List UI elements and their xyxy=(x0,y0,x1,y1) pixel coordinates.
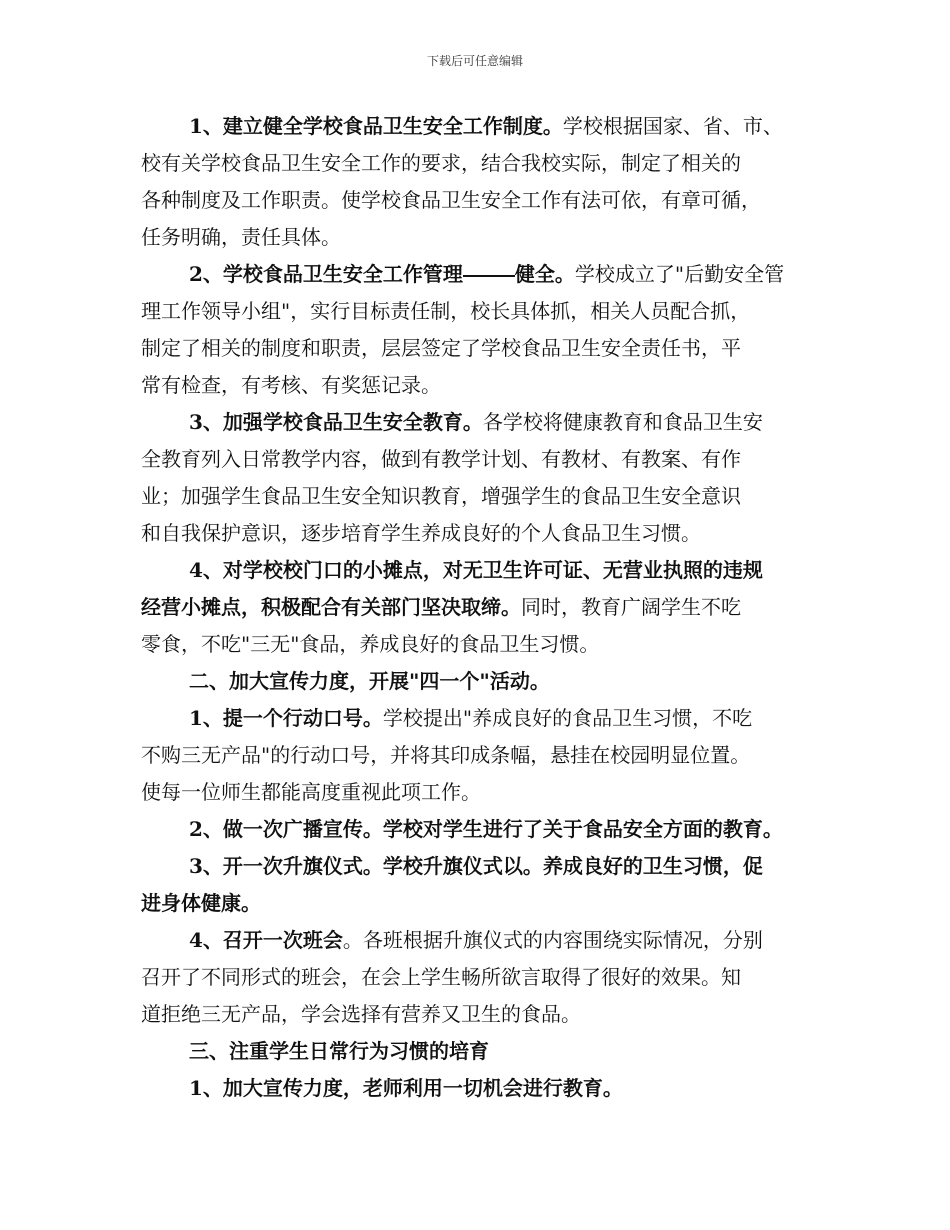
bold-text: 3、开一次升旗仪式。学校升旗仪式以。养成良好的卫生习惯，促 xyxy=(189,854,763,878)
paragraph xyxy=(141,256,831,404)
bold-text: 2、做一次广播宣传。学校对学生进行了关于食品安全方面的教育。 xyxy=(189,817,783,841)
text-run: 和自我保护意识，逐步培育学生养成良好的个人食品卫生习惯。 xyxy=(141,521,701,545)
text-run: 零食，不吃"三无"食品，养成良好的食品卫生习惯。 xyxy=(141,632,600,656)
bold-text: 3、加强学校食品卫生安全教育。 xyxy=(189,410,483,434)
text-run: 业；加强学生食品卫生安全知识教育，增强学生的食品卫生安全意识 xyxy=(141,484,741,508)
text-line xyxy=(141,330,831,367)
page-header: 下载后可任意编辑 xyxy=(426,54,523,68)
text-line xyxy=(141,811,831,848)
text-run: 各学校将健康教育和食品卫生安 xyxy=(482,410,763,434)
text-line xyxy=(141,182,831,219)
bold-text: 2、学校食品卫生安全工作管理 xyxy=(189,262,463,286)
text-run: 学校根据国家、省、市、 xyxy=(562,114,783,138)
text-line xyxy=(141,848,831,885)
paragraph xyxy=(141,700,831,811)
paragraph xyxy=(141,663,831,700)
text-line xyxy=(141,293,831,330)
text-line xyxy=(141,441,831,478)
text-run: 制定了相关的制度和职责，层层签定了学校食品卫生安全责任书，平 xyxy=(141,336,741,360)
text-line xyxy=(141,1033,831,1070)
text-run: 学校成立了"后勤安全管 xyxy=(574,262,785,286)
text-run: 各种制度及工作职责。使学校食品卫生安全工作有法可依，有章可循， xyxy=(141,188,761,212)
text-line xyxy=(141,737,831,774)
text-run: 道拒绝三无产品，学会选择有营养又卫生的食品。 xyxy=(141,1002,581,1026)
text-line xyxy=(141,552,831,589)
text-line xyxy=(141,367,831,404)
text-line xyxy=(141,885,831,922)
text-run: 常有检查，有考核、有奖惩记录。 xyxy=(141,373,441,397)
paragraph xyxy=(141,922,831,1033)
text-line xyxy=(141,959,831,996)
text-line xyxy=(141,996,831,1033)
paragraph xyxy=(141,108,831,256)
text-line xyxy=(141,404,831,441)
paragraph xyxy=(141,404,831,552)
paragraph xyxy=(141,848,831,922)
text-line xyxy=(141,922,831,959)
bold-text: 4、对学校校门口的小摊点，对无卫生许可证、无营业执照的违规 xyxy=(189,558,763,582)
text-line xyxy=(141,774,831,811)
paragraph xyxy=(141,1033,831,1070)
bold-text: 二、加大宣传力度，开展"四一个"活动。 xyxy=(189,669,550,693)
text-run: 任务明确，责任具体。 xyxy=(141,225,341,249)
bold-text: 1、建立健全学校食品卫生安全工作制度。 xyxy=(189,114,563,138)
paragraph xyxy=(141,552,831,663)
text-run: 不购三无产品"的行动口号，并将其印成条幅，悬挂在校园明显位置。 xyxy=(141,743,751,767)
text-line xyxy=(141,145,831,182)
bold-text: 健全。 xyxy=(514,262,575,286)
text-run: 全教育列入日常教学内容，做到有教学计划、有教材、有教案、有作 xyxy=(141,447,741,471)
text-line xyxy=(141,219,831,256)
text-line xyxy=(141,515,831,552)
text-line xyxy=(141,256,831,293)
text-line xyxy=(141,700,831,737)
text-line xyxy=(141,663,831,700)
text-line xyxy=(141,626,831,663)
bold-text: 1、加大宣传力度，老师利用一切机会进行教育。 xyxy=(189,1076,623,1100)
text-run: 使每一位师生都能高度重视此项工作。 xyxy=(141,780,481,804)
text-run: 同时，教育广阔学生不吃 xyxy=(521,595,741,619)
text-run: 理工作领导小组"，实行目标责任制，校长具体抓，相关人员配合抓， xyxy=(141,299,751,323)
text-run: 。各班根据升旗仪式的内容围绕实际情况，分别 xyxy=(342,928,763,952)
bold-text: 进身体健康。 xyxy=(141,891,261,915)
document-body xyxy=(141,108,831,1107)
text-line xyxy=(141,108,831,145)
text-run: 学校提出"养成良好的食品卫生习惯，不吃 xyxy=(382,706,753,730)
paragraph xyxy=(141,1070,831,1107)
text-run: 召开了不同形式的班会，在会上学生畅所欲言取得了很好的效果。知 xyxy=(141,965,741,989)
bold-text: 1、提一个行动口号。 xyxy=(189,706,383,730)
text-line xyxy=(141,478,831,515)
bold-text: 经营小摊点，积极配合有关部门坚决取缔。 xyxy=(141,595,521,619)
bold-text: 4、召开一次班会 xyxy=(189,928,343,952)
text-line xyxy=(141,1070,831,1107)
fill-in-blank xyxy=(463,274,515,277)
text-line xyxy=(141,589,831,626)
bold-text: 三、注重学生日常行为习惯的培育 xyxy=(189,1039,489,1063)
paragraph xyxy=(141,811,831,848)
text-run: 校有关学校食品卫生安全工作的要求，结合我校实际，制定了相关的 xyxy=(141,151,741,175)
